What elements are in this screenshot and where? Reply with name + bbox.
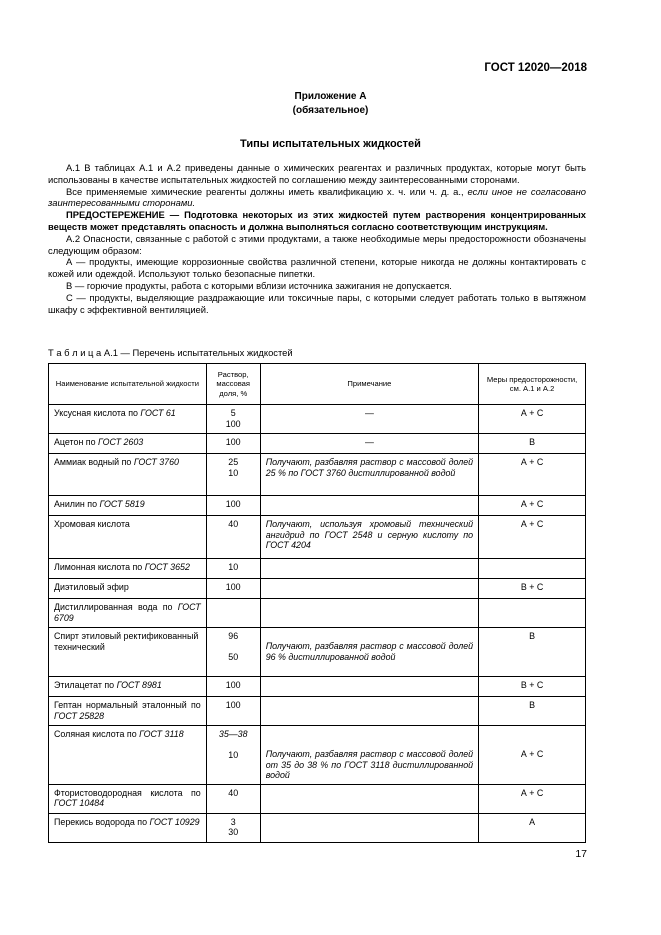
- cell-name: [49, 784, 207, 813]
- table-caption: [48, 347, 293, 358]
- liquid-name: Хромовая кислота: [54, 519, 130, 529]
- liquid-name: Спирт этиловый ректификованный технический: [54, 631, 199, 652]
- note-text: Получают, разбавляя раствор с массовой долей 25 % по ГОСТ 3760 дистиллированной водой: [265, 457, 474, 478]
- concentration-value: 100: [225, 680, 241, 690]
- concentration-value: 30: [228, 827, 239, 837]
- spacer: [266, 729, 473, 749]
- paragraph-a2: А.2 Опасности, связанные с работой с этими продуктами, а также необходимые меры предосторожности обозначены следующим образом:: [48, 232, 586, 256]
- cell-name: [49, 559, 207, 579]
- document-code: ГОСТ 12020—2018: [484, 62, 587, 74]
- standard-ref: ГОСТ 6709: [54, 602, 201, 623]
- concentration-value: 50: [228, 651, 239, 662]
- concentration-value: 35—38: [218, 729, 248, 739]
- cell-safety: [479, 434, 586, 454]
- concentration-value: 100: [225, 700, 241, 710]
- appendix-title: Приложение А: [294, 91, 367, 102]
- standard-ref: ГОСТ 10929: [149, 816, 200, 827]
- safety-code: А + С: [520, 457, 544, 467]
- appendix-status: (обязательное): [292, 105, 369, 116]
- liquid-name: Аммиак водный по: [54, 457, 134, 467]
- header-name: Наименование испытательной жидкости: [49, 364, 207, 405]
- table-row: [49, 454, 586, 496]
- table-row: [49, 516, 586, 559]
- liquid-name: Дистиллированная вода по: [54, 602, 178, 612]
- liquid-name: Уксусная кислота по: [54, 408, 141, 418]
- cell-safety: [479, 516, 586, 559]
- cell-note: [260, 454, 478, 496]
- paragraph-a1: А.1 В таблицах А.1 и А.2 приведены данные о химических реагентах и различных продуктах, которые могут быть использованы в качестве испытательных жидкостей по соглашению между заинтересованными сторонами.: [48, 162, 586, 185]
- safety-code: В + С: [520, 680, 544, 690]
- cell-concentration: [206, 405, 260, 434]
- standard-ref: ГОСТ 2603: [98, 437, 144, 447]
- cell-safety: [479, 697, 586, 726]
- safety-code: В: [529, 700, 536, 710]
- table-row: [49, 559, 586, 579]
- concentration-value: 40: [228, 787, 239, 798]
- reagents-exception: если иное не согласовано заинтересованными сторонами.: [48, 185, 586, 209]
- cell-concentration: [206, 677, 260, 697]
- liquid-name: Фтористоводородная кислота по: [54, 787, 201, 798]
- concentration-value: 25: [228, 457, 239, 467]
- table-row: [49, 697, 586, 726]
- standard-ref: ГОСТ 25828: [54, 710, 105, 721]
- cell-concentration: [206, 599, 260, 628]
- concentration-value: 100: [225, 582, 241, 592]
- cell-note: [260, 516, 478, 559]
- cell-concentration: [206, 628, 260, 677]
- cell-concentration: [206, 579, 260, 599]
- liquid-name: Гептан нормальный эталонный по: [54, 700, 201, 710]
- liquid-name: Ацетон по: [54, 437, 99, 447]
- reagents-text: Все применяемые химические реагенты должны иметь квалификацию х. ч. или ч. д. а.,: [66, 185, 468, 197]
- cell-note: [260, 496, 478, 516]
- table-row: [49, 579, 586, 599]
- cell-safety: [479, 405, 586, 434]
- cell-name: [49, 496, 207, 516]
- cell-note: [260, 726, 478, 785]
- cell-concentration: [206, 496, 260, 516]
- hazard-c: С — продукты, выделяющие раздражающие или токсичные пары, с которыми следует работать только в вытяжном шкафу с эффективной вентиляцией.: [48, 291, 586, 315]
- body-text: [48, 162, 586, 315]
- cell-concentration: [206, 784, 260, 813]
- cell-safety: [479, 677, 586, 697]
- table-row: [49, 496, 586, 516]
- safety-code: В: [529, 631, 536, 641]
- standard-ref: ГОСТ 61: [140, 408, 176, 418]
- concentration-value: 5: [230, 408, 236, 418]
- note-text: —: [364, 437, 374, 447]
- concentration-value: 100: [225, 499, 241, 509]
- liquid-name: Анилин по: [54, 499, 100, 509]
- safety-code: А + С: [520, 408, 544, 418]
- cell-note: [260, 405, 478, 434]
- header-concentration: Раствор, массовая доля, %: [206, 364, 260, 405]
- table-row: [49, 784, 586, 813]
- concentration-value: 10: [228, 467, 239, 478]
- safety-code: В + С: [520, 582, 544, 592]
- note-text: Получают, разбавляя раствор с массовой долей 96 % дистиллированной водой: [265, 641, 474, 662]
- cell-note: [260, 599, 478, 628]
- page-number: 17: [575, 848, 587, 860]
- cell-safety: [479, 579, 586, 599]
- hazard-b: В — горючие продукты, работа с которыми вблизи источника зажигания не допускается.: [66, 279, 452, 291]
- cell-note: [260, 579, 478, 599]
- section-title: Типы испытательных жидкостей: [240, 138, 421, 150]
- cell-note: [260, 784, 478, 813]
- cell-name: [49, 579, 207, 599]
- cell-name: [49, 677, 207, 697]
- test-liquids-table: [48, 363, 586, 843]
- table-caption-label: Т а б л и ц а А.1: [48, 347, 118, 358]
- cell-safety: [479, 559, 586, 579]
- cell-note: [260, 697, 478, 726]
- header-note: Примечание: [260, 364, 478, 405]
- note-text: —: [364, 408, 374, 418]
- table-header-row: [49, 364, 586, 405]
- cell-name: [49, 697, 207, 726]
- concentration-value: 100: [225, 418, 241, 429]
- cell-note: [260, 559, 478, 579]
- standard-ref: ГОСТ 8981: [116, 680, 162, 690]
- concentration-value: 96: [228, 631, 239, 641]
- cell-name: [49, 628, 207, 677]
- cell-concentration: [206, 454, 260, 496]
- concentration-value: 40: [228, 519, 239, 529]
- cell-concentration: [206, 559, 260, 579]
- cell-note: [260, 628, 478, 677]
- liquid-name: Соляная кислота по: [54, 729, 140, 739]
- cell-name: [49, 726, 207, 785]
- cell-safety: [479, 813, 586, 842]
- table-row: [49, 677, 586, 697]
- cell-name: [49, 516, 207, 559]
- safety-code: А + С: [520, 787, 544, 798]
- standard-ref: ГОСТ 3760: [133, 457, 179, 467]
- hazard-a: А — продукты, имеющие коррозионные свойства различной степени, которые никогда не должны контактировать с кожей или одеждой. Используют только безопасные пипетки.: [48, 256, 586, 280]
- table-row: [49, 405, 586, 434]
- spacer: [266, 631, 473, 641]
- cell-concentration: [206, 726, 260, 785]
- cell-note: [260, 813, 478, 842]
- cell-note: [260, 677, 478, 697]
- table-row: [49, 628, 586, 677]
- standard-ref: ГОСТ 3118: [139, 729, 184, 739]
- cell-safety: [479, 784, 586, 813]
- concentration-value: 3: [230, 816, 236, 827]
- standard-ref: ГОСТ 3652: [144, 562, 190, 572]
- cell-concentration: [206, 434, 260, 454]
- warning-paragraph: ПРЕДОСТЕРЕЖЕНИЕ — Подготовка некоторых из этих жидкостей путем растворения концентрированных веществ может представлять опасность и должна выполняться согласно соответствующим инструкциям.: [48, 209, 586, 232]
- cell-concentration: [206, 516, 260, 559]
- paragraph-reagents: [48, 186, 586, 210]
- spacer: [212, 740, 255, 750]
- note-text: Получают, используя хромовый технический ангидрид по ГОСТ 2548 и серную кислоту по ГОСТ 4204: [265, 519, 474, 550]
- safety-code: А + С: [520, 499, 544, 509]
- table-row: [49, 726, 586, 785]
- cell-safety: [479, 599, 586, 628]
- safety-code: А: [529, 816, 536, 827]
- cell-note: [260, 434, 478, 454]
- cell-safety: [479, 628, 586, 677]
- cell-name: [49, 599, 207, 628]
- concentration-value: 100: [225, 437, 241, 447]
- concentration-value: 10: [228, 562, 239, 572]
- cell-name: [49, 434, 207, 454]
- cell-name: [49, 813, 207, 842]
- table-caption-text: — Перечень испытательных жидкостей: [117, 347, 293, 358]
- safety-code: А + С: [520, 519, 544, 529]
- header-safety: Меры предосторожности, см. А.1 и А.2: [479, 364, 586, 405]
- liquid-name: Диэтиловый эфир: [54, 582, 129, 592]
- concentration-value: 10: [228, 749, 239, 760]
- table-body: [49, 405, 586, 843]
- cell-name: [49, 454, 207, 496]
- table-row: [49, 434, 586, 454]
- table-row: [49, 599, 586, 628]
- liquid-name: Лимонная кислота по: [54, 562, 145, 572]
- note-text: Получают, разбавляя раствор с массовой долей от 35 до 38 % по ГОСТ 3118 дистиллированной водой: [265, 749, 474, 780]
- cell-concentration: [206, 697, 260, 726]
- standard-ref: ГОСТ 5819: [99, 499, 145, 509]
- liquid-name: Этилацетат по: [54, 680, 117, 690]
- cell-safety: [479, 454, 586, 496]
- safety-code: А + С: [520, 749, 544, 759]
- spacer: [484, 729, 580, 749]
- liquid-name: Перекись водорода по: [54, 816, 150, 827]
- cell-safety: [479, 726, 586, 785]
- standard-ref: ГОСТ 10484: [54, 798, 105, 808]
- spacer: [212, 642, 255, 652]
- table-row: [49, 813, 586, 842]
- safety-code: В: [529, 437, 536, 447]
- cell-concentration: [206, 813, 260, 842]
- cell-safety: [479, 496, 586, 516]
- cell-name: [49, 405, 207, 434]
